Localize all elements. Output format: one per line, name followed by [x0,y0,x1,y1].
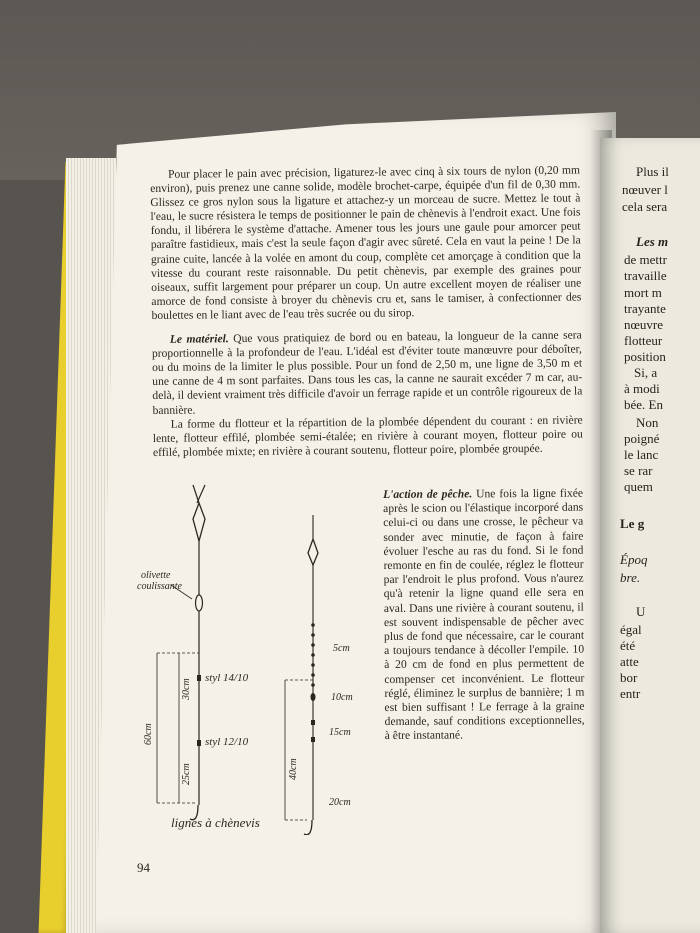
right-line: Non [636,415,659,430]
right-line: entr [620,686,641,701]
right-line: de mettr [624,252,667,267]
paragraph [152,329,583,418]
column-title: L'action de pêche. [383,487,473,501]
right-line: Époq [620,552,648,567]
right-line: flotteur [624,333,663,348]
right-line: Si, a [634,365,658,380]
right-column-text [383,487,585,744]
column-paragraph [383,487,585,743]
label-25cm: 25cm [181,763,192,785]
paragraph-text: Que vous pratiquiez de bord ou en bateau, la longueur de la canne sera proportionnelle à la profondeur de l'eau. L'idéal est d'éviter toute manœuvre pour déboîter, ou du moins de la limiter le plus possible. Pour un fond de 2,50 m, une ligne de 3,50 m et une canne de 4 m sont parfaites. Dans tous les cas, la canne ne saurait excéder 7 m car, au-delà, il devient vraiment très difficile d'avoir un ferrage rapide et un contrôle rigoureux de la bannière. [151,328,583,417]
label-olivette: olivette [141,570,171,581]
label-10cm: 10cm [331,692,353,703]
right-line: atte [620,654,639,669]
right-line: nœuver l [622,182,668,197]
right-line: bre. [620,570,641,585]
hook-shape [304,820,312,835]
label-40cm: 40cm [288,758,299,780]
main-text [150,163,583,459]
right-line: été [620,638,636,653]
right-line: bée. En [624,397,663,412]
right-line: se rar [624,463,653,478]
label-styl-12: styl 12/10 [205,736,249,748]
paragraph: La forme du flotteur et la répartition de la plombée dépendent du courant : en rivière lente, flotteur effilé, plombée semi-étalée; en rivière à courant moyen, flotteur poire ou effilé, plombée mixte; en rivière à courant soutenu, flotteur poire, plombée groupée. [152,413,583,459]
right-line: bor [620,670,638,685]
right-line: mort m [624,285,662,300]
right-line: position [624,349,666,364]
fishing-line-diagram [135,475,375,835]
label-20cm: 20cm [329,797,351,808]
page-number: 94 [137,860,150,875]
right-line: à modi [624,381,660,396]
section-title: Le matériel. [169,332,229,346]
label-coulissante: coulissante [137,581,182,592]
paragraph: Pour placer le pain avec précision, ligaturez-le avec cinq à six tours de nylon (0,20 mm environ), puis prenez une canne solide, modèle brochet-carpe, équipée d'un fil de 0,30 mm. Glissez ce gros nylon sous la ligature et attachez-y un morceau de sucre. Mettez le tout à l'eau, le sucre résistera le temps de positionner le pain de chènevis à l'endroit exact. Une fois fondu, il libérera le système d'attache. Amener tous les jours une gaule pour amorcer peut paraître fastidieux, mais c'est la seule façon d'agir avec sûreté. Cela en vaut la peine ! De la graine cuite, lancée à la volée en amont du coup, complète cet amorçage à condition que la vitesse du courant reste raisonnable. Du petit chènevis, par exemple des graines pour oiseaux, suffit largement pour préparer un coup. Un autre excellent moyen de réaliser une amorce de fond consiste à broyer du chènevis cru et, sans le tamiser, à confectionner des boulettes en le liant avec de l'eau très sucrée ou du sirop. [150,163,582,322]
right-line: égal [620,622,642,637]
label-5cm: 5cm [333,643,350,654]
right-line: nœuvre [624,317,663,332]
right-line: U [636,604,646,619]
olivette-shape [196,595,203,611]
float-shape [308,539,318,565]
right-line: Plus il [636,164,669,179]
right-page [600,138,700,933]
right-line: Le g [620,516,645,531]
label-15cm: 15cm [329,727,351,738]
label-30cm: 30cm [181,678,192,700]
right-line: travaille [624,268,667,283]
label-60cm: 60cm [143,723,154,745]
label-styl-14: styl 14/10 [205,672,249,684]
figure-caption: lignes à chènevis [171,815,260,830]
right-line: quem [624,479,653,494]
right-line: cela sera [622,199,668,214]
right-line: trayante [624,301,666,316]
right-line: poigné [624,431,660,446]
right-line: le lanc [624,447,659,462]
float-shape [193,503,205,541]
right-line: Les m [636,234,669,249]
column-body: Une fois la ligne fixée après le scion ou l'élastique incorporé dans celui-ci ou dans une crosse, le pêcheur va sonder avec minutie, de façon à faire évoluer l'esche au ras du fond. Si le fond remonte en fin de coulée, réglez le flotteur par l'endroit le plus profond. Vous n'aurez qu'à retenir la ligne quand elle sera en aval. Dans une rivière à courant soutenu, il est souvent indispensable de pêcher avec plus de fond que nécessaire, car le courant a toujours tendance à décoller l'empile. 10 à 20 cm de fond en plus permettent de compenser cet inconvénient. Le flotteur réglé, éliminez le surplus de bannière; 1 m est bien suffisant ! Le ferrage à la graine demande, sauf conditions exceptionnelles, à être instantané. [383,486,585,743]
